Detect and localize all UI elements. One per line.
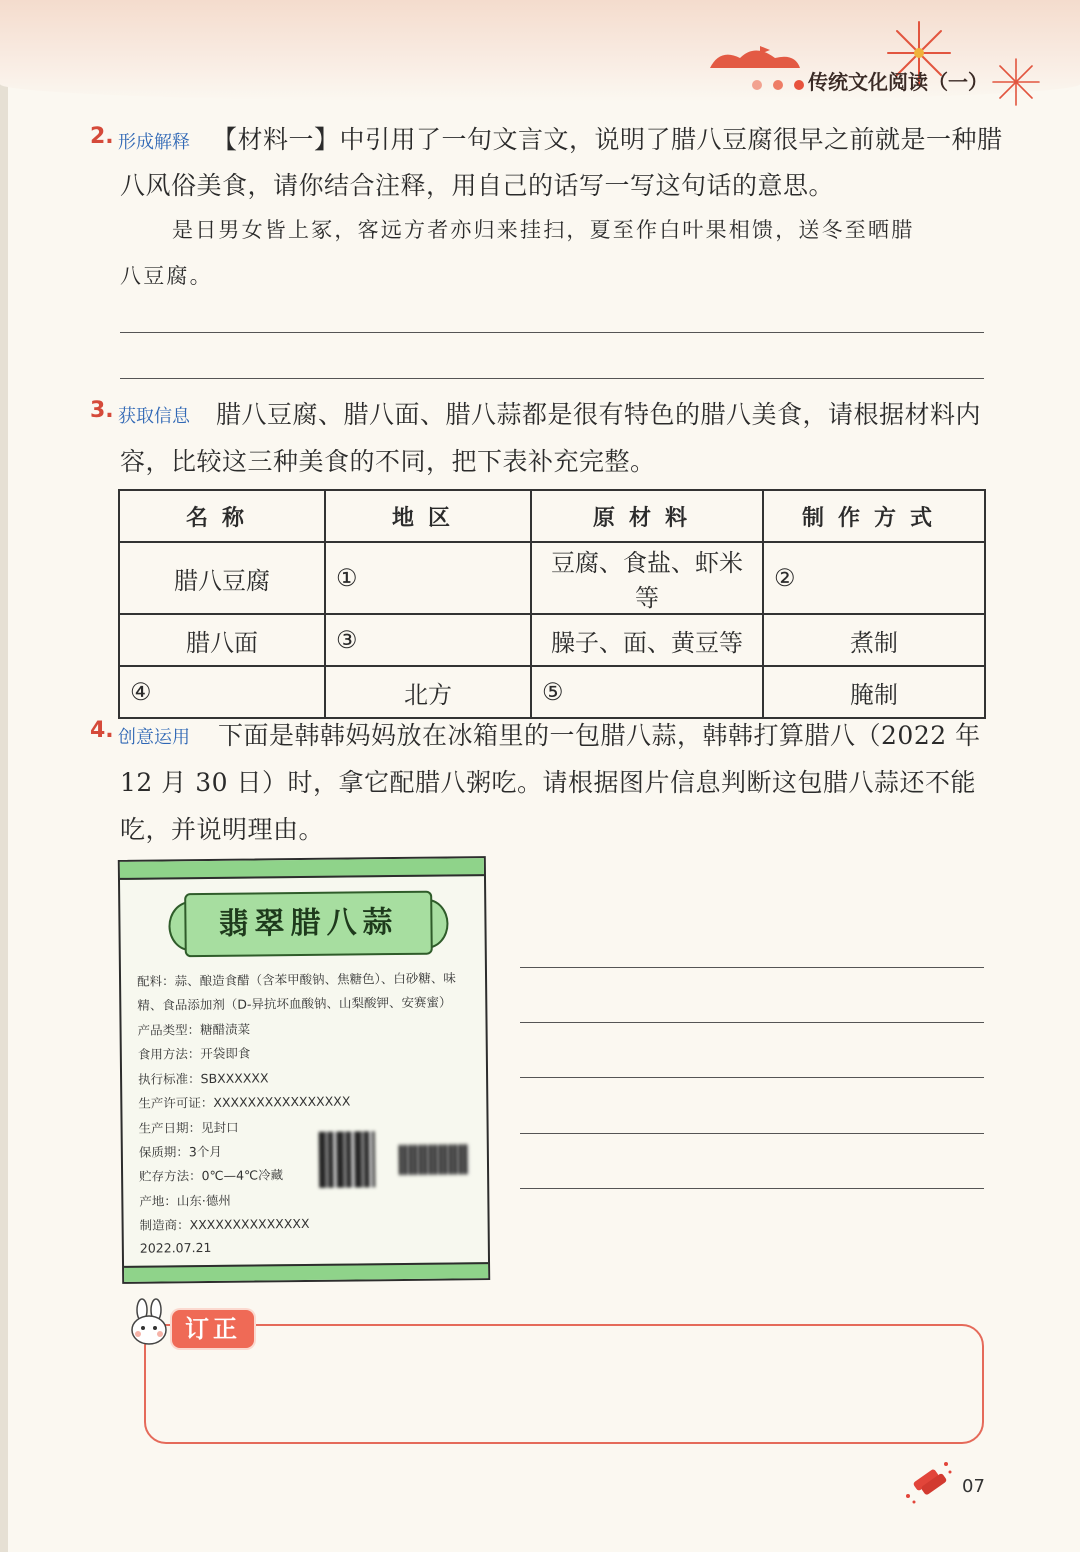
package-title: 翡翠腊八蒜 [218,905,399,942]
package-line: 制造商：XXXXXXXXXXXXXX [139,1215,310,1233]
correction-box[interactable] [144,1324,984,1444]
page-number: 07 [962,1476,985,1497]
table-row [119,614,985,666]
question-2-classic-line: 八豆腐。 [120,264,213,288]
header-dots [752,75,810,94]
answer-line[interactable] [520,967,984,968]
table-cell: 腊八面 [119,614,325,666]
page-edge [0,0,8,1552]
bunny-icon [124,1298,176,1348]
package-line: 精、食品添加剂（D-异抗坏血酸钠、山梨酸钾、安赛蜜） [137,994,452,1013]
package-line: 生产日期：见封口 [138,1119,239,1136]
question-2-tag: 形成解释 [118,132,190,153]
table-cell-blank-1[interactable]: ① [325,542,531,614]
table-cell: 煮制 [763,614,985,666]
table-cell-blank-5[interactable]: ⑤ [531,666,763,718]
header-dot [752,80,762,90]
package-line: 产地：山东·德州 [139,1192,231,1209]
table-header-cell: 原材料 [531,490,763,542]
question-4-text-line: 12 月 30 日）时，拿它配腊八粥吃。请根据图片信息判断这包腊八蒜还不能 [120,768,976,797]
question-3-text-line: 腊八豆腐、腊八面、腊八蒜都是很有特色的腊八美食，请根据材料内 [216,400,982,429]
question-4-text-line: 下面是韩韩妈妈放在冰箱里的一包腊八蒜，韩韩打算腊八（2022 年 [218,721,981,750]
package-line: 食用方法：开袋即食 [137,1045,251,1062]
qr-code-icon [319,1131,376,1188]
header-dot [773,80,783,90]
table-header-row [119,490,985,542]
question-2-text-line: 【材料一】中引用了一句文言文，说明了腊八豆腐很早之前就是一种腊 [212,125,1003,154]
header-title: 传统文化阅读（一） [808,70,988,94]
package-title-box [184,891,433,958]
package-band-top [120,858,484,880]
firecracker-icon [900,1456,956,1506]
question-3-text-line: 容，比较这三种美食的不同，把下表补充完整。 [120,447,656,476]
question-2-number: 2. [90,124,114,149]
table-cell: 臊子、面、黄豆等 [531,614,763,666]
answer-line[interactable] [120,332,984,333]
correction-label: 订正 [172,1310,254,1348]
table-header-cell: 名称 [119,490,325,542]
answer-line[interactable] [520,1188,984,1189]
table-header-cell: 地区 [325,490,531,542]
package-band-bottom [124,1262,488,1282]
firework-decoration-right [990,56,1042,108]
package-date: 2022.07.21 [139,1239,212,1256]
question-4-tag: 创意运用 [118,727,190,748]
table-cell-blank-2[interactable]: ② [763,542,985,614]
package-line: 执行标准：SBXXXXXX [138,1070,269,1087]
table-cell: 腊八豆腐 [119,542,325,614]
header-dot [794,80,804,90]
table-header-cell: 制作方式 [763,490,985,542]
question-3-number: 3. [90,398,114,423]
question-2-classic-line: 是日男女皆上冢，客远方者亦归来挂扫，夏至作白叶果相馈，送冬至晒腊 [172,218,915,242]
table-cell-blank-4[interactable]: ④ [119,666,325,718]
table-cell: 北方 [325,666,531,718]
answer-line[interactable] [520,1022,984,1023]
garlic-package-image [118,856,490,1284]
package-line: 配料：蒜、酿造食醋（含苯甲酸钠、焦糖色）、白砂糖、味 [136,970,456,989]
question-3-tag: 获取信息 [118,406,190,427]
package-line: 生产许可证：XXXXXXXXXXXXXXXX [138,1093,351,1111]
cloud-decoration [700,38,810,78]
answer-line[interactable] [520,1133,984,1134]
barcode-icon [399,1144,469,1175]
answer-line[interactable] [520,1077,984,1078]
question-2-text-line: 八风俗美食，请你结合注释，用自己的话写一写这句话的意思。 [120,171,835,200]
table-cell: 豆腐、食盐、虾米等 [531,542,763,614]
package-line: 保质期：3个月 [138,1143,222,1160]
comparison-table [118,489,986,719]
question-4-text-line: 吃，并说明理由。 [120,815,325,844]
package-line: 贮存方法：0℃—4℃冷藏 [139,1167,284,1184]
table-cell-blank-3[interactable]: ③ [325,614,531,666]
table-row [119,542,985,614]
table-row [119,666,985,718]
question-4-number: 4. [90,718,114,743]
answer-line[interactable] [120,378,984,379]
table-cell: 腌制 [763,666,985,718]
package-line: 产品类型：糖醋渍菜 [137,1021,251,1038]
